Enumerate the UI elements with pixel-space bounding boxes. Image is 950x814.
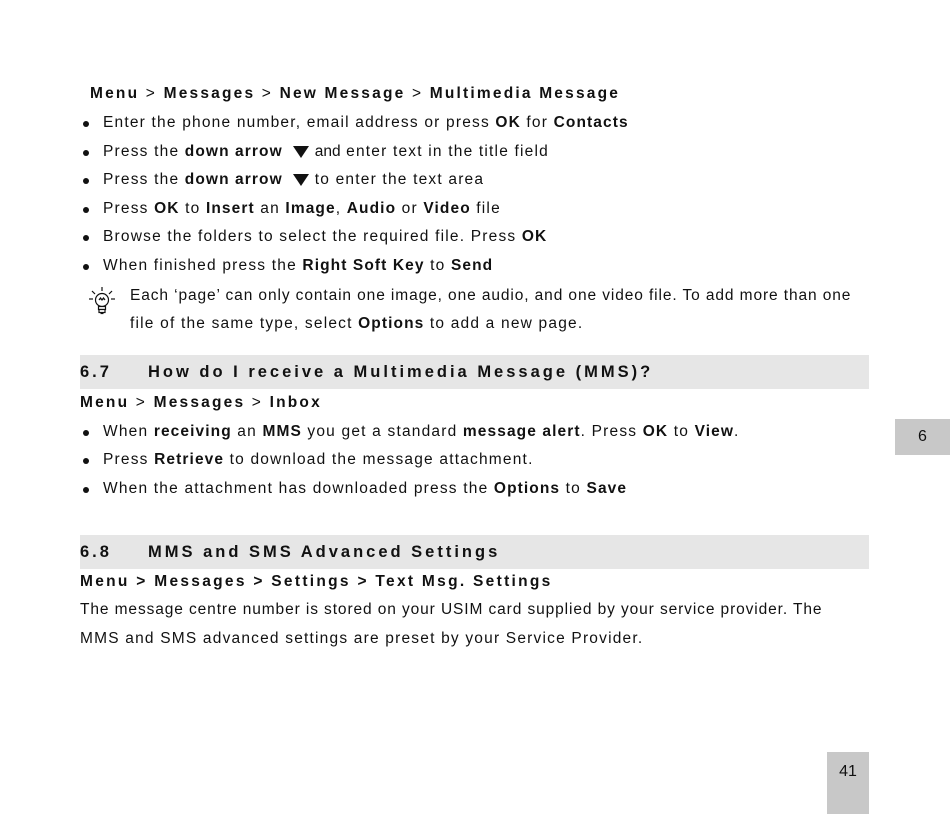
down-arrow-icon <box>293 146 309 158</box>
settings-nav-path: Menu > Messages > Settings > Text Msg. Settings <box>80 573 553 590</box>
mms-step-5: Browse the folders to select the required file. Press OK <box>80 225 870 249</box>
settings-paragraph-line-1: The message centre number is stored on your USIM card supplied by your service provider. The <box>80 601 823 618</box>
inbox-nav-path: Menu > Messages > Inbox <box>80 394 322 411</box>
mms-step-4: Press OK to Insert an Image, Audio or Video file <box>80 197 870 221</box>
down-arrow-icon <box>293 174 309 186</box>
mms-step-3: Press the down arrow to enter the text area <box>80 168 870 192</box>
receive-step-1: When receiving an MMS you get a standard message alert. Press OK to View. <box>80 420 870 444</box>
mms-step-1: Enter the phone number, email address or press OK for Contacts <box>80 111 870 135</box>
mms-step-6: When finished press the Right Soft Key to Send <box>80 254 870 278</box>
mms-nav-path: Menu > Messages > New Message > Multimedia Message <box>90 85 621 102</box>
mms-step-2: Press the down arrow and enter text in the title field <box>80 140 870 164</box>
tip-line-2: file of the same type, select Options to add a new page. <box>130 315 584 332</box>
receive-step-2: Press Retrieve to download the message attachment. <box>80 448 870 472</box>
settings-paragraph-line-2: MMS and SMS advanced settings are preset by your Service Provider. <box>80 630 644 647</box>
page-number: 41 <box>827 752 869 814</box>
receive-step-3: When the attachment has downloaded press the Options to Save <box>80 477 870 501</box>
tip-line-1: Each ‘page’ can only contain one image, one audio, and one video file. To add more than one <box>130 287 852 304</box>
section-6-7-heading: 6.7 How do I receive a Multimedia Message (MMS)? <box>80 355 869 389</box>
section-6-8-heading: 6.8 MMS and SMS Advanced Settings <box>80 535 869 569</box>
lightbulb-tip-icon <box>88 286 116 316</box>
chapter-tab: 6 <box>895 419 950 455</box>
